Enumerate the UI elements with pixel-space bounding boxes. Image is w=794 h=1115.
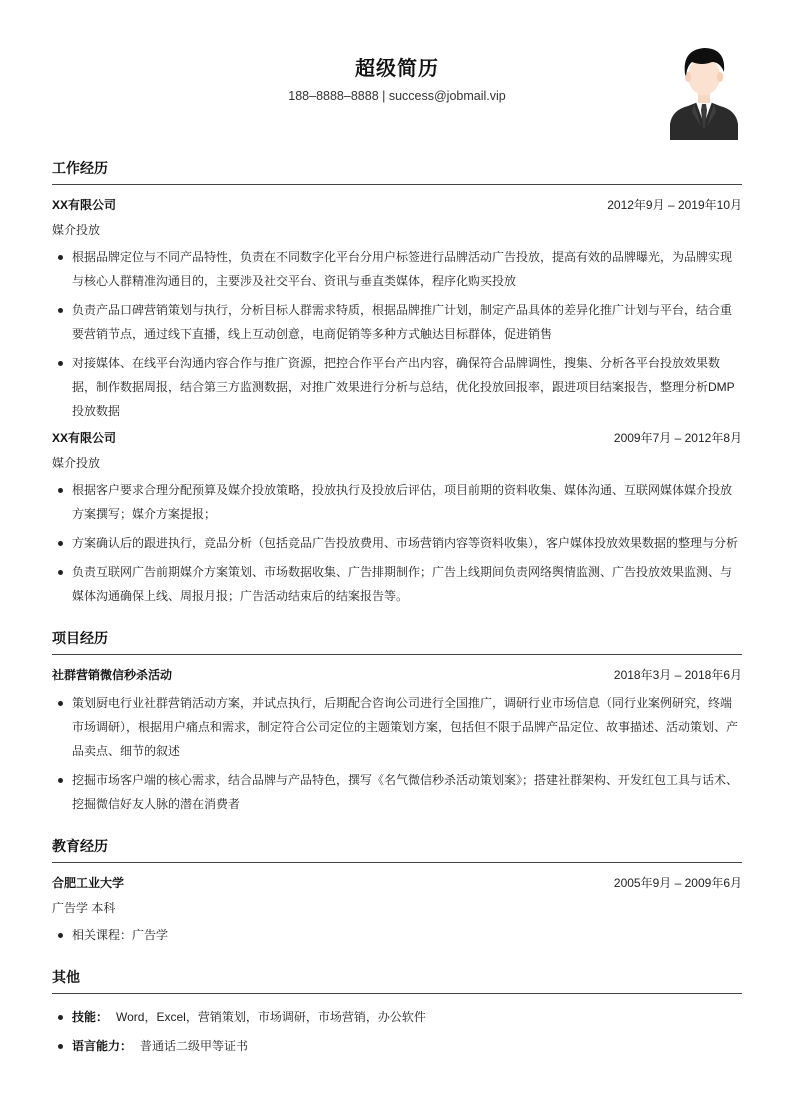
- bullet-item: [52, 1034, 742, 1058]
- company-name: XX有限公司: [52, 431, 117, 445]
- bullet-item: [52, 768, 742, 816]
- section-title-work: 工作经历: [52, 150, 742, 185]
- entry-header: [52, 196, 742, 214]
- bullet-text: 方案确认后的跟进执行，竞品分析（包括竞品广告投放费用、市场营销内容等资料收集），客户媒体投放效果数据的整理与分析: [72, 536, 739, 550]
- date-range: 2009年7月 – 2012年8月: [613, 431, 742, 445]
- bullet-item: [52, 560, 742, 608]
- bullet-item: [52, 351, 742, 423]
- resume-name: 超级简历: [355, 58, 439, 80]
- bullet-dot-icon: [58, 255, 63, 260]
- resume-content: [52, 150, 742, 1070]
- project-entry: [52, 666, 742, 816]
- bullet-text: 相关课程：广告学: [72, 928, 169, 942]
- entry-header: [52, 874, 742, 892]
- project-section: [52, 620, 742, 816]
- bullet-item: [52, 298, 742, 346]
- education-entry: [52, 874, 742, 947]
- date-range: 2005年9月 – 2009年6月: [613, 876, 742, 890]
- school-name: 合肥工业大学: [52, 876, 125, 890]
- skills-text: Word，Excel，营销策划，市场调研，市场营销，办公软件: [116, 1010, 426, 1024]
- bullet-dot-icon: [58, 778, 63, 783]
- bullet-item: [52, 478, 742, 526]
- bullet-dot-icon: [58, 361, 63, 366]
- bullet-dot-icon: [58, 1015, 63, 1020]
- company-name: XX有限公司: [52, 198, 117, 212]
- avatar: [668, 44, 740, 140]
- date-range: 2018年3月 – 2018年6月: [613, 668, 742, 682]
- section-title-education: 教育经历: [52, 828, 742, 863]
- bullet-dot-icon: [58, 701, 63, 706]
- degree: 广告学 本科: [52, 901, 116, 915]
- bullet-list: [52, 1005, 742, 1058]
- bullet-text: 根据品牌定位与不同产品特性，负责在不同数字化平台分用户标签进行品牌活动广告投放，提高有效的品牌曝光，为品牌实现与核心人群精准沟通目的，主要涉及社交平台、资讯与垂直类媒体，程序化购买投放: [72, 250, 733, 288]
- bullet-list: [52, 245, 742, 423]
- language-label: 语言能力：: [72, 1039, 133, 1053]
- bullet-dot-icon: [58, 1044, 63, 1049]
- bullet-item: [52, 245, 742, 293]
- bullet-text: 负责互联网广告前期媒介方案策划、市场数据收集、广告排期制作；广告上线期间负责网络舆情监测、广告投放效果监测、与媒体沟通确保上线、周报月报；广告活动结束后的结案报告等。: [72, 565, 733, 603]
- contact-info: 188–8888–8888 | success@jobmail.vip: [288, 89, 506, 103]
- bullet-text: 根据客户要求合理分配预算及媒介投放策略，投放执行及投放后评估，项目前期的资料收集、媒体沟通、互联网媒体媒介投放方案撰写；媒介方案提报；: [72, 483, 733, 521]
- other-section: [52, 959, 742, 1058]
- entry-header: [52, 429, 742, 447]
- job-title: 媒介投放: [52, 223, 101, 237]
- work-entry: [52, 429, 742, 608]
- project-name: 社群营销微信秒杀活动: [52, 668, 173, 682]
- bullet-dot-icon: [58, 308, 63, 313]
- date-range: 2012年9月 – 2019年10月: [607, 198, 742, 212]
- bullet-text: 挖掘市场客户端的核心需求，结合品牌与产品特色，撰写《名气微信秒杀活动策划案》；搭建社群架构、开发红包工具与话术、挖掘微信好友人脉的潜在消费者: [72, 773, 739, 811]
- bullet-dot-icon: [58, 488, 63, 493]
- bullet-item: [52, 923, 742, 947]
- bullet-list: [52, 923, 742, 947]
- bullet-list: [52, 478, 742, 608]
- work-section: [52, 150, 742, 608]
- language-text: 普通话二级甲等证书: [140, 1039, 249, 1053]
- bullet-item: [52, 1005, 742, 1029]
- bullet-text: 负责产品口碑营销策划与执行，分析目标人群需求特质，根据品牌推广计划，制定产品具体的差异化推广计划与平台，结合重要营销节点，通过线下直播，线上互动创意，电商促销等多种方式触达目标群体，促进销售: [72, 303, 733, 341]
- bullet-list: [52, 691, 742, 816]
- job-title: 媒介投放: [52, 456, 101, 470]
- skills-label: 技能：: [72, 1010, 109, 1024]
- bullet-dot-icon: [58, 541, 63, 546]
- education-section: [52, 828, 742, 947]
- bullet-item: [52, 531, 742, 555]
- bullet-dot-icon: [58, 933, 63, 938]
- entry-header: [52, 666, 742, 684]
- bullet-text: 对接媒体、在线平台沟通内容合作与推广资源，把控合作平台产出内容，确保符合品牌调性，搜集、分析各平台投放效果数据，制作数据周报，结合第三方监测数据，对推广效果进行分析与总结，优化投放回报率，跟进项目结案报告，整理分析DMP投放数据: [72, 356, 735, 418]
- section-title-other: 其他: [52, 959, 742, 994]
- bullet-dot-icon: [58, 570, 63, 575]
- section-title-projects: 项目经历: [52, 620, 742, 655]
- work-entry: [52, 196, 742, 423]
- bullet-text: 策划厨电行业社群营销活动方案，并试点执行，后期配合咨询公司进行全国推广，调研行业市场信息（同行业案例研究，终端市场调研），根据用户痛点和需求，制定符合公司定位的主题策划方案，包括但不限于品牌产品定位、故事描述、活动策划、产品卖点、细节的叙述: [72, 696, 739, 758]
- bullet-item: [52, 691, 742, 763]
